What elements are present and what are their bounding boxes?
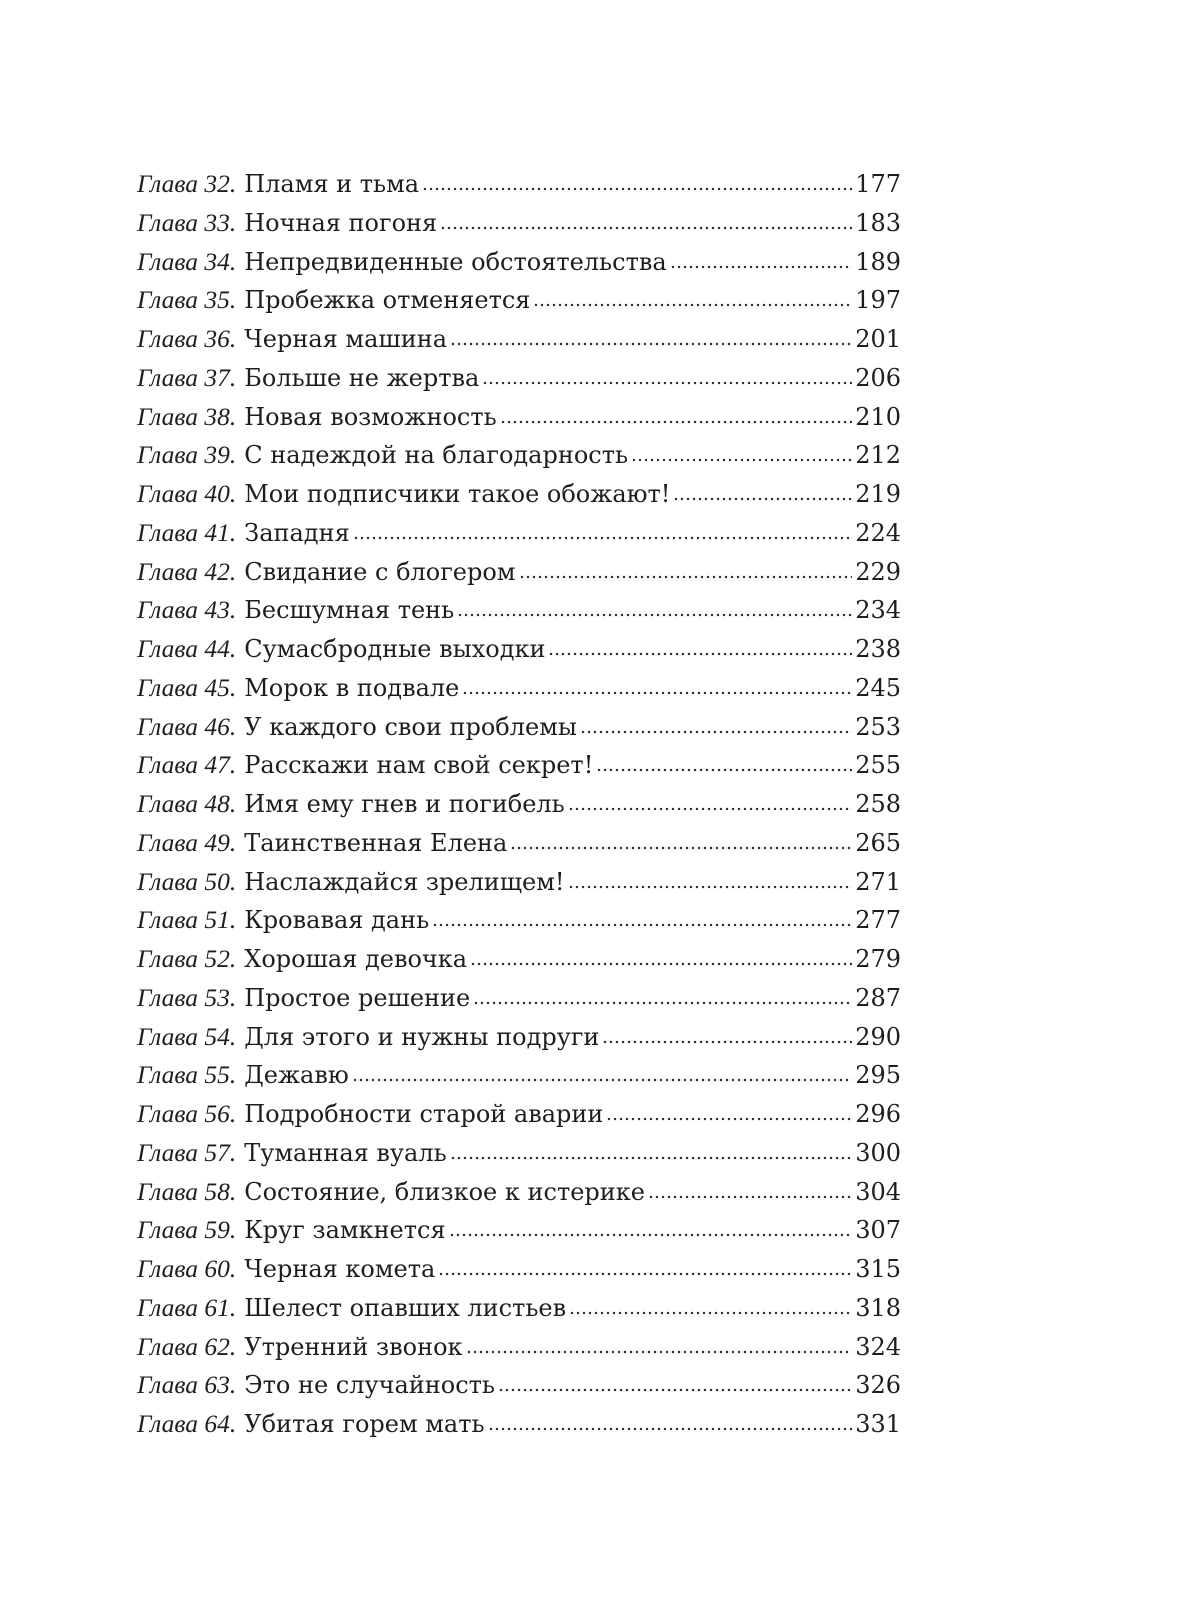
toc-entry [137, 1134, 901, 1173]
toc-entry [137, 1366, 901, 1405]
dot-leader [673, 496, 852, 502]
dot-leader [438, 1271, 852, 1277]
chapter-title: Дежавю [244, 1061, 349, 1090]
toc-entry [137, 1173, 901, 1212]
chapter-label: Глава 40. [137, 479, 237, 508]
page-number: 206 [855, 363, 901, 392]
page-number: 331 [855, 1410, 901, 1438]
page-number: 201 [855, 325, 901, 353]
chapter-label: Глава 63. [137, 1370, 237, 1400]
toc-entry [137, 398, 901, 437]
toc-entry [137, 514, 901, 553]
chapter-label: Глава 60. [137, 1254, 237, 1283]
page-number: 304 [855, 1177, 901, 1206]
page-number: 296 [855, 1100, 901, 1128]
page-number: 197 [855, 286, 901, 315]
chapter-title: Пламя и тьма [244, 170, 420, 198]
chapter-title: Кровавая дань [244, 906, 430, 935]
chapter-label: Глава 53. [137, 982, 237, 1012]
chapter-title: Туманная вуаль [244, 1138, 447, 1167]
toc-entry [137, 1405, 901, 1444]
toc-entry [137, 940, 901, 979]
page-number: 183 [855, 208, 901, 237]
toc-entry [137, 165, 901, 204]
toc-entry [137, 824, 901, 863]
page-number: 295 [855, 1061, 901, 1090]
chapter-label: Глава 34. [137, 246, 237, 276]
chapter-label: Глава 47. [137, 750, 237, 780]
page-number: 177 [855, 170, 901, 198]
chapter-title: Черная комета [244, 1255, 436, 1283]
chapter-label: Глава 37. [137, 362, 237, 392]
chapter-label: Глава 35. [137, 285, 237, 315]
toc-entry [137, 281, 901, 320]
chapter-label: Глава 64. [137, 1409, 237, 1438]
chapter-title: Мои подписчики такое обожают! [244, 480, 671, 508]
chapter-label: Глава 49. [137, 827, 237, 857]
dot-leader [568, 884, 853, 890]
dot-leader [450, 1155, 853, 1161]
dot-leader [352, 1077, 852, 1083]
chapter-title: Больше не жертва [244, 363, 480, 392]
toc-entry [137, 320, 901, 359]
chapter-title: Морок в подвале [244, 673, 460, 702]
chapter-label: Глава 39. [137, 440, 237, 470]
dot-leader [482, 380, 852, 386]
dot-leader [498, 1387, 852, 1393]
toc-entry [137, 591, 901, 630]
chapter-title: Состояние, близкое к истерике [244, 1177, 645, 1206]
chapter-title: Для этого и нужны подруги [244, 1022, 600, 1051]
page-number: 258 [855, 790, 901, 818]
toc-entry [137, 1289, 901, 1328]
toc-entry [137, 1328, 901, 1367]
page-number: 265 [855, 828, 901, 857]
dot-leader [353, 535, 852, 541]
page-number: 324 [855, 1332, 901, 1361]
chapter-title: Бесшумная тень [244, 596, 455, 625]
chapter-title: Убитая горем мать [244, 1410, 485, 1438]
chapter-label: Глава 43. [137, 595, 237, 625]
chapter-title: Сумасбродные выходки [244, 635, 546, 663]
page-number: 238 [855, 635, 901, 663]
toc-entry [137, 630, 901, 669]
dot-leader [648, 1194, 852, 1200]
dot-leader [568, 806, 852, 812]
dot-leader [488, 1426, 853, 1432]
chapter-title: Свидание с блогером [244, 557, 516, 586]
toc-entry [137, 475, 901, 514]
page-number: 279 [855, 945, 901, 973]
chapter-label: Глава 55. [137, 1060, 237, 1090]
page-number: 315 [855, 1255, 901, 1283]
toc-entry [137, 979, 901, 1018]
dot-leader [631, 457, 852, 463]
page-number: 224 [855, 518, 901, 547]
dot-leader [457, 612, 852, 618]
chapter-title: Непредвиденные обстоятельства [244, 247, 667, 276]
chapter-label: Глава 56. [137, 1099, 237, 1128]
dot-leader [473, 1000, 852, 1006]
chapter-title: Пробежка отменяется [244, 286, 531, 315]
chapter-title: Простое решение [244, 983, 471, 1012]
page-number: 287 [855, 983, 901, 1012]
chapter-title: Черная машина [244, 325, 448, 353]
toc-entry [137, 243, 901, 282]
page-number: 277 [855, 906, 901, 935]
page-number: 307 [855, 1216, 901, 1245]
chapter-label: Глава 48. [137, 789, 237, 818]
dot-leader [466, 1349, 853, 1355]
dot-leader [602, 1039, 852, 1045]
page-number: 229 [855, 557, 901, 586]
chapter-label: Глава 45. [137, 672, 237, 702]
chapter-label: Глава 36. [137, 324, 237, 353]
dot-leader [432, 922, 852, 928]
toc-entry [137, 901, 901, 940]
chapter-title: Западня [244, 518, 350, 547]
chapter-title: Таинственная Елена [244, 828, 508, 857]
dot-leader [470, 961, 852, 967]
page-number: 318 [855, 1293, 901, 1322]
chapter-title: Это не случайность [244, 1371, 495, 1400]
chapter-label: Глава 52. [137, 944, 237, 973]
dot-leader [462, 690, 852, 696]
page-number: 271 [855, 867, 901, 896]
dot-leader [548, 651, 852, 657]
toc-entry [137, 669, 901, 708]
chapter-label: Глава 62. [137, 1331, 237, 1361]
toc-entry [137, 863, 901, 902]
chapter-label: Глава 59. [137, 1215, 237, 1245]
dot-leader [450, 341, 852, 347]
chapter-label: Глава 46. [137, 711, 237, 741]
dot-leader [596, 767, 852, 773]
toc-entry [137, 785, 901, 824]
chapter-label: Глава 50. [137, 866, 237, 896]
table-of-contents [137, 165, 901, 1444]
chapter-title: Наслаждайся зрелищем! [244, 867, 565, 896]
chapter-label: Глава 42. [137, 556, 237, 586]
toc-entry [137, 1211, 901, 1250]
toc-entry [137, 1250, 901, 1289]
dot-leader [422, 186, 852, 192]
dot-leader [440, 225, 852, 231]
chapter-label: Глава 38. [137, 401, 237, 431]
page-number: 290 [855, 1022, 901, 1051]
chapter-label: Глава 61. [137, 1292, 237, 1322]
dot-leader [580, 729, 852, 735]
chapter-title: С надеждой на благодарность [244, 441, 629, 470]
chapter-title: У каждого свои проблемы [244, 712, 577, 741]
chapter-label: Глава 32. [137, 169, 237, 198]
dot-leader [606, 1116, 852, 1122]
chapter-label: Глава 57. [137, 1137, 237, 1167]
dot-leader [519, 574, 853, 580]
page-number: 219 [855, 480, 901, 508]
chapter-title: Расскажи нам свой секрет! [244, 751, 594, 780]
chapter-title: Шелест опавших листьев [244, 1293, 567, 1322]
page-number: 245 [855, 673, 901, 702]
page-number: 234 [855, 596, 901, 625]
toc-entry [137, 359, 901, 398]
page-number: 300 [855, 1138, 901, 1167]
dot-leader [569, 1310, 852, 1316]
chapter-label: Глава 44. [137, 634, 237, 663]
chapter-label: Глава 54. [137, 1021, 237, 1051]
toc-entry [137, 1095, 901, 1134]
chapter-title: Подробности старой аварии [244, 1100, 604, 1128]
chapter-label: Глава 41. [137, 517, 237, 547]
dot-leader [510, 845, 852, 851]
toc-entry [137, 204, 901, 243]
dot-leader [533, 302, 852, 308]
chapter-label: Глава 58. [137, 1176, 237, 1206]
chapter-title: Хорошая девочка [244, 945, 468, 973]
page-number: 253 [855, 712, 901, 741]
dot-leader [500, 419, 853, 425]
toc-entry [137, 553, 901, 592]
chapter-title: Имя ему гнев и погибель [244, 790, 565, 818]
toc-entry [137, 746, 901, 785]
toc-entry [137, 1018, 901, 1057]
page-number: 210 [855, 402, 901, 431]
page-number: 212 [855, 441, 901, 470]
dot-leader [670, 264, 853, 270]
page-number: 255 [855, 751, 901, 780]
chapter-title: Новая возможность [244, 402, 497, 431]
chapter-title: Ночная погоня [244, 208, 438, 237]
chapter-label: Глава 33. [137, 207, 237, 237]
page-number: 326 [855, 1371, 901, 1400]
chapter-label: Глава 51. [137, 905, 237, 935]
chapter-title: Круг замкнется [244, 1216, 446, 1245]
toc-entry [137, 1056, 901, 1095]
toc-entry [137, 708, 901, 747]
dot-leader [449, 1232, 853, 1238]
page-number: 189 [855, 247, 901, 276]
toc-entry [137, 436, 901, 475]
chapter-title: Утренний звонок [244, 1332, 463, 1361]
